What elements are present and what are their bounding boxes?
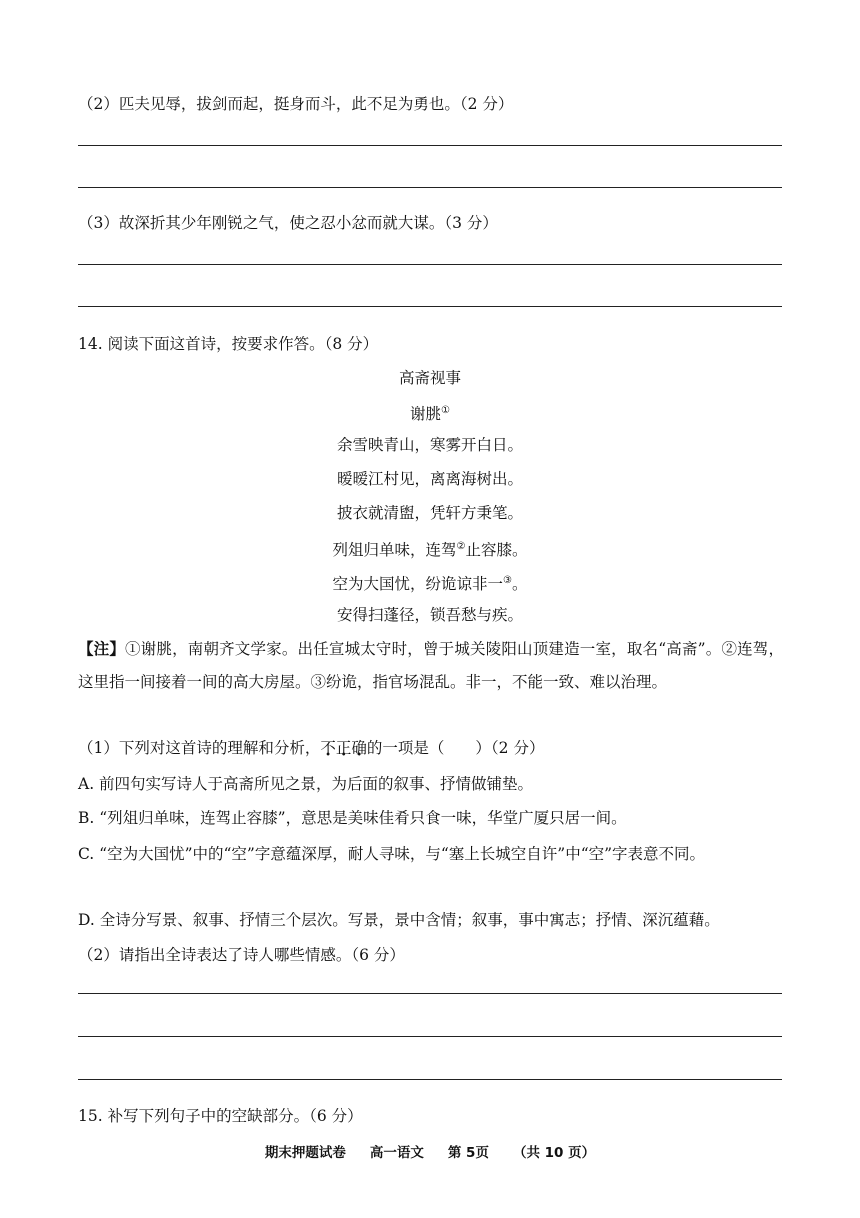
footer-page: 第 5页 bbox=[447, 1145, 489, 1161]
poem-line-4-b: 止容膝。 bbox=[465, 541, 528, 559]
q14-stem: 14. 阅读下面这首诗，按要求作答。（8 分） bbox=[78, 335, 379, 353]
answer-line bbox=[78, 1079, 782, 1080]
answer-line bbox=[78, 306, 782, 307]
footnote-mark: ② bbox=[456, 541, 466, 552]
poem-notes bbox=[78, 632, 784, 699]
footer-total: （共 10 页） bbox=[512, 1145, 596, 1161]
poem-line-6: 安得扫蓬径，锁吾愁与疾。 bbox=[336, 606, 523, 624]
poem-line-2: 暧暧江村见，离离海树出。 bbox=[336, 470, 523, 488]
answer-line bbox=[78, 1036, 782, 1037]
poem-title: 高斋视事 bbox=[398, 369, 461, 387]
poem-line-5-b: 。 bbox=[511, 575, 528, 593]
emphasis-char: 正 bbox=[335, 739, 352, 757]
author-name: 谢朓 bbox=[410, 405, 442, 423]
poem-line-5-a: 空为大国忧，纷诡谅非一 bbox=[332, 575, 504, 593]
poem-line-1: 余雪映青山，寒雾开白日。 bbox=[336, 436, 523, 454]
footnote-mark: ③ bbox=[503, 575, 512, 586]
emphasis-char: 不 bbox=[320, 739, 336, 757]
sub1-prefix: （1）下列对这首诗的理解和分析， bbox=[78, 739, 321, 757]
answer-line bbox=[78, 145, 782, 146]
page-footer bbox=[0, 1141, 860, 1161]
poem-author bbox=[0, 401, 860, 424]
option-a: A. 前四句实写诗人于高斋所见之景，为后面的叙事、抒情做铺垫。 bbox=[78, 775, 534, 793]
poem-line-4-a: 列俎归单味，连驾 bbox=[332, 541, 457, 559]
sub1-suffix: 的一项是（ ）（2 分） bbox=[366, 739, 545, 757]
q13-item3: （3）故深折其少年刚锐之气，使之忍小忿而就大谋。（3 分） bbox=[78, 214, 498, 232]
answer-line bbox=[78, 187, 782, 188]
footer-exam: 期末押题试卷 bbox=[264, 1145, 346, 1161]
answer-line bbox=[78, 993, 782, 994]
q14-sub1 bbox=[78, 738, 544, 758]
answer-line bbox=[78, 264, 782, 265]
note-text: ①谢朓，南朝齐文学家。出任宣城太守时，曾于城关陵阳山顶建造一室，取名“高斋”。②连驾，这里指一间接着一间的高大房屋。③纷诡，指官场混乱。非一，不能一致、难以治理。 bbox=[78, 640, 784, 691]
poem-line-5 bbox=[0, 571, 860, 594]
option-c: C. “空为大国忧”中的“空”字意蕴深厚，耐人寻味，与“塞上长城空自许”中“空”字表意不同。 bbox=[78, 845, 706, 863]
poem-line-3: 披衣就清盥，凭轩方秉笔。 bbox=[336, 504, 523, 522]
footer-subject: 高一语文 bbox=[369, 1145, 424, 1161]
footnote-mark: ① bbox=[441, 405, 450, 416]
option-b: B. “列俎归单味，连驾止容膝”，意思是美味佳肴只食一味，华堂广厦只居一间。 bbox=[78, 809, 627, 827]
q14-sub2: （2）请指出全诗表达了诗人哪些情感。（6 分） bbox=[78, 946, 405, 964]
emphasis-char: 确 bbox=[351, 739, 367, 757]
q13-item2: （2）匹夫见辱，拔剑而起，挺身而斗，此不足为勇也。（2 分） bbox=[78, 95, 514, 113]
poem-line-4 bbox=[0, 537, 860, 560]
option-d: D. 全诗分写景、叙事、抒情三个层次。写景，景中含情；叙事，事中寓志；抒情、深沉蕴藉。 bbox=[78, 911, 720, 929]
note-label: 【注】 bbox=[78, 639, 126, 658]
q15-stem: 15. 补写下列句子中的空缺部分。（6 分） bbox=[78, 1107, 363, 1125]
